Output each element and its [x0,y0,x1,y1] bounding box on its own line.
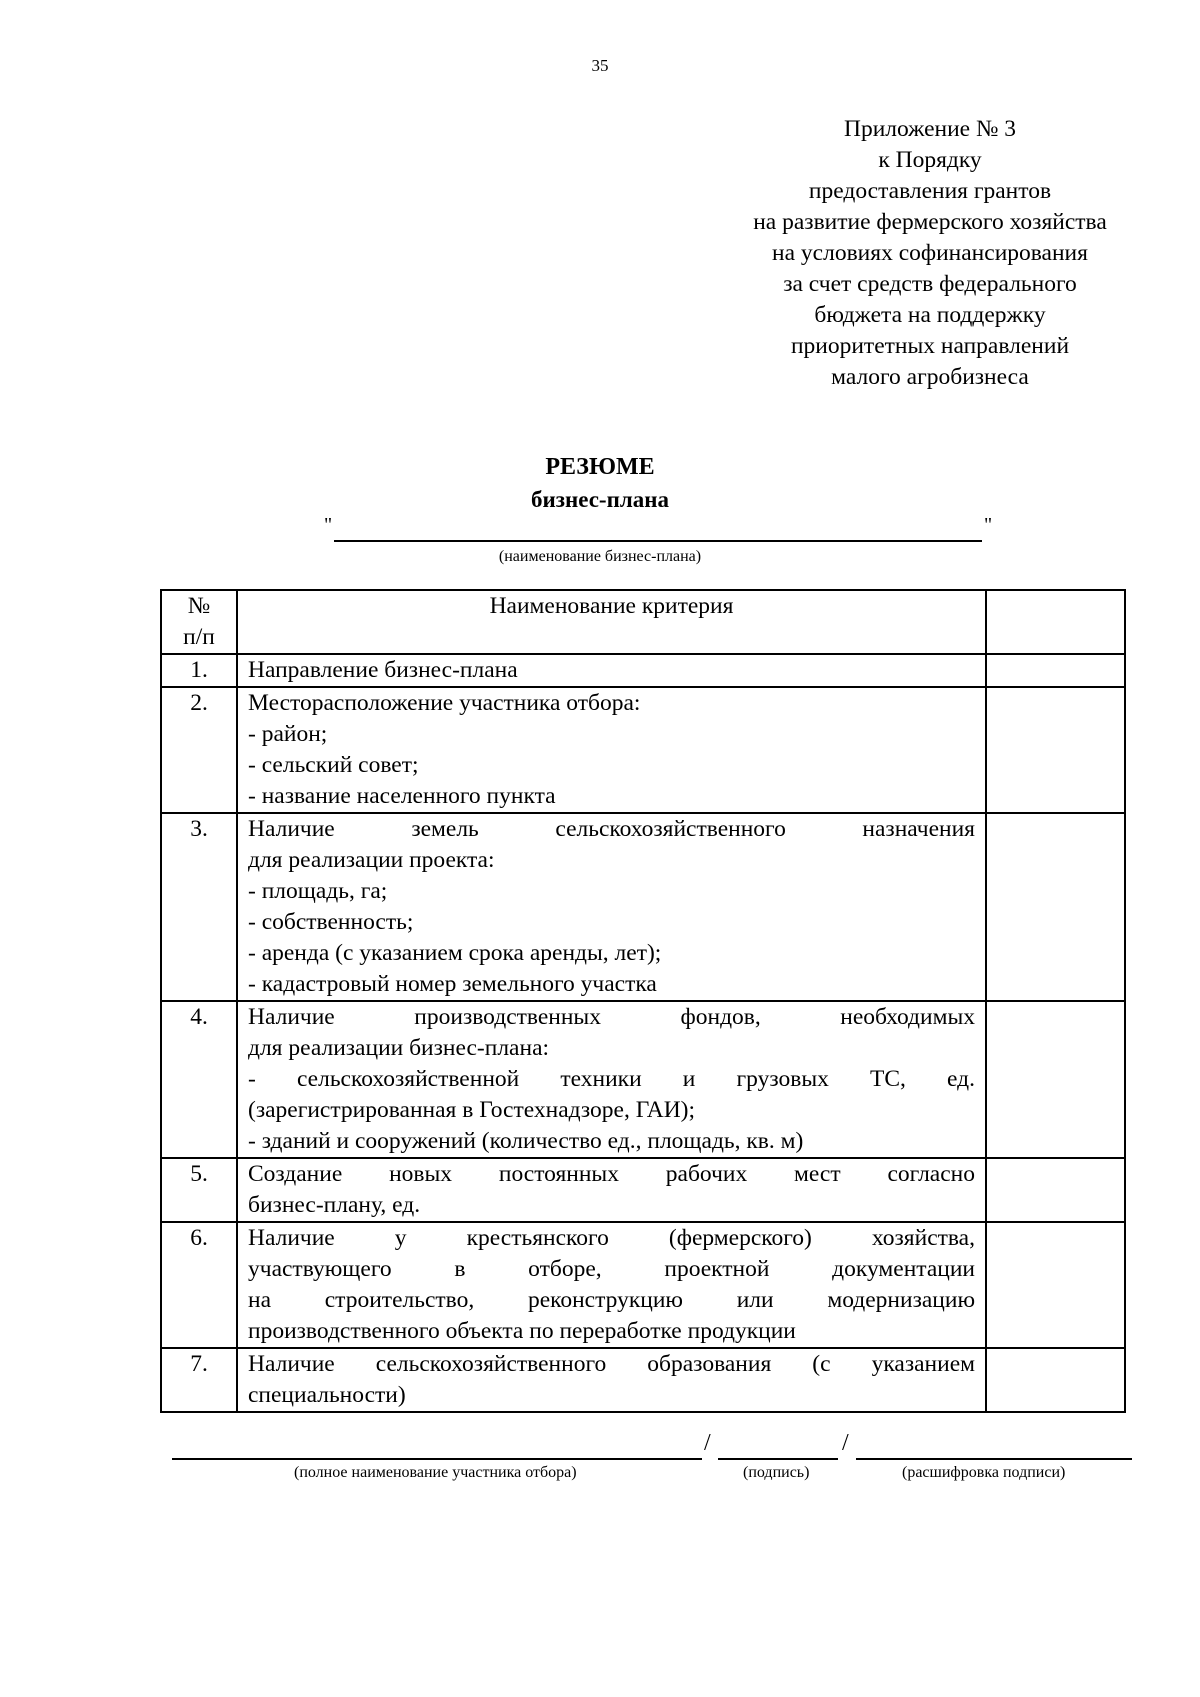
appendix-line: за счет средств федерального [783,271,1077,297]
row-number: 4. [161,1001,237,1158]
table-row [161,1001,1125,1158]
quote-close: " [984,514,993,536]
signature-field[interactable] [718,1458,838,1460]
value-cell[interactable] [986,654,1125,687]
business-plan-name-caption: (наименование бизнес-плана) [498,548,702,565]
table-row [161,1158,1125,1222]
row-number: 5. [161,1158,237,1222]
page-number: 35 [591,56,609,75]
row-criterion: Наличие земель сельскохозяйственного назначения для реализации проекта: - площадь, га; - собственность; - аренда (с указанием срока аренды, лет); - кадастровый номер земельного участка [237,813,986,1001]
row-number: 6. [161,1222,237,1348]
row-criterion: Наличие сельскохозяйственного образования (с указанием специальности) [237,1348,986,1412]
table-row [161,813,1125,1001]
separator-slash: / [842,1430,849,1456]
value-cell[interactable] [986,1001,1125,1158]
signature-decode-field[interactable] [856,1458,1132,1460]
table-row [161,1348,1125,1412]
header-value-cell [986,590,1125,654]
appendix-header [680,114,1180,393]
table-row [161,654,1125,687]
separator-slash: / [704,1430,711,1456]
row-criterion: Наличие производственных фондов, необходимых для реализации бизнес-плана: - сельскохозяйственной техники и грузовых ТС, ед. (зарегистрированная в Гостехнадзоре, ГАИ); - зданий и сооружений (количество ед., площадь, кв. м) [237,1001,986,1158]
row-number: 3. [161,813,237,1001]
value-cell[interactable] [986,813,1125,1001]
appendix-line: предоставления грантов [808,178,1052,204]
value-cell[interactable] [986,1222,1125,1348]
appendix-line: малого агробизнеса [831,364,1029,390]
row-criterion: Наличие у крестьянского (фермерского) хозяйства, участвующего в отборе, проектной документации на строительство, реконструкцию или модернизацию производственного объекта по переработке продукции [237,1222,986,1348]
table-header-row [161,590,1125,654]
appendix-line: на условиях софинансирования [772,240,1088,266]
value-cell[interactable] [986,687,1125,813]
row-criterion: Создание новых постоянных рабочих мест согласно бизнес-плану, ед. [237,1158,986,1222]
criteria-table [160,589,1126,1413]
row-criterion: Направление бизнес-плана [237,654,986,687]
appendix-line: к Порядку [878,147,982,173]
signature-decode-caption: (расшифровка подписи) [902,1464,1066,1481]
appendix-line: бюджета на поддержку [814,302,1046,328]
header-criterion: Наименование критерия [237,590,986,654]
appendix-line: Приложение № 3 [843,116,1017,142]
quote-open: " [324,514,333,536]
appendix-line: на развитие фермерского хозяйства [753,209,1107,235]
value-cell[interactable] [986,1158,1125,1222]
appendix-line: приоритетных направлений [790,333,1070,359]
business-plan-name-field[interactable] [334,540,982,542]
row-criterion: Месторасположение участника отбора: - район; - сельский совет; - название населенного пункта [237,687,986,813]
value-cell[interactable] [986,1348,1125,1412]
header-num: № п/п [161,590,237,654]
document-title: РЕЗЮМЕ [545,454,655,480]
document-subtitle: бизнес-плана [530,487,669,512]
row-number: 7. [161,1348,237,1412]
row-number: 1. [161,654,237,687]
table-row [161,1222,1125,1348]
participant-name-caption: (полное наименование участника отбора) [294,1464,577,1481]
row-number: 2. [161,687,237,813]
table-row [161,687,1125,813]
participant-name-field[interactable] [172,1458,702,1460]
signature-caption: (подпись) [743,1464,810,1481]
